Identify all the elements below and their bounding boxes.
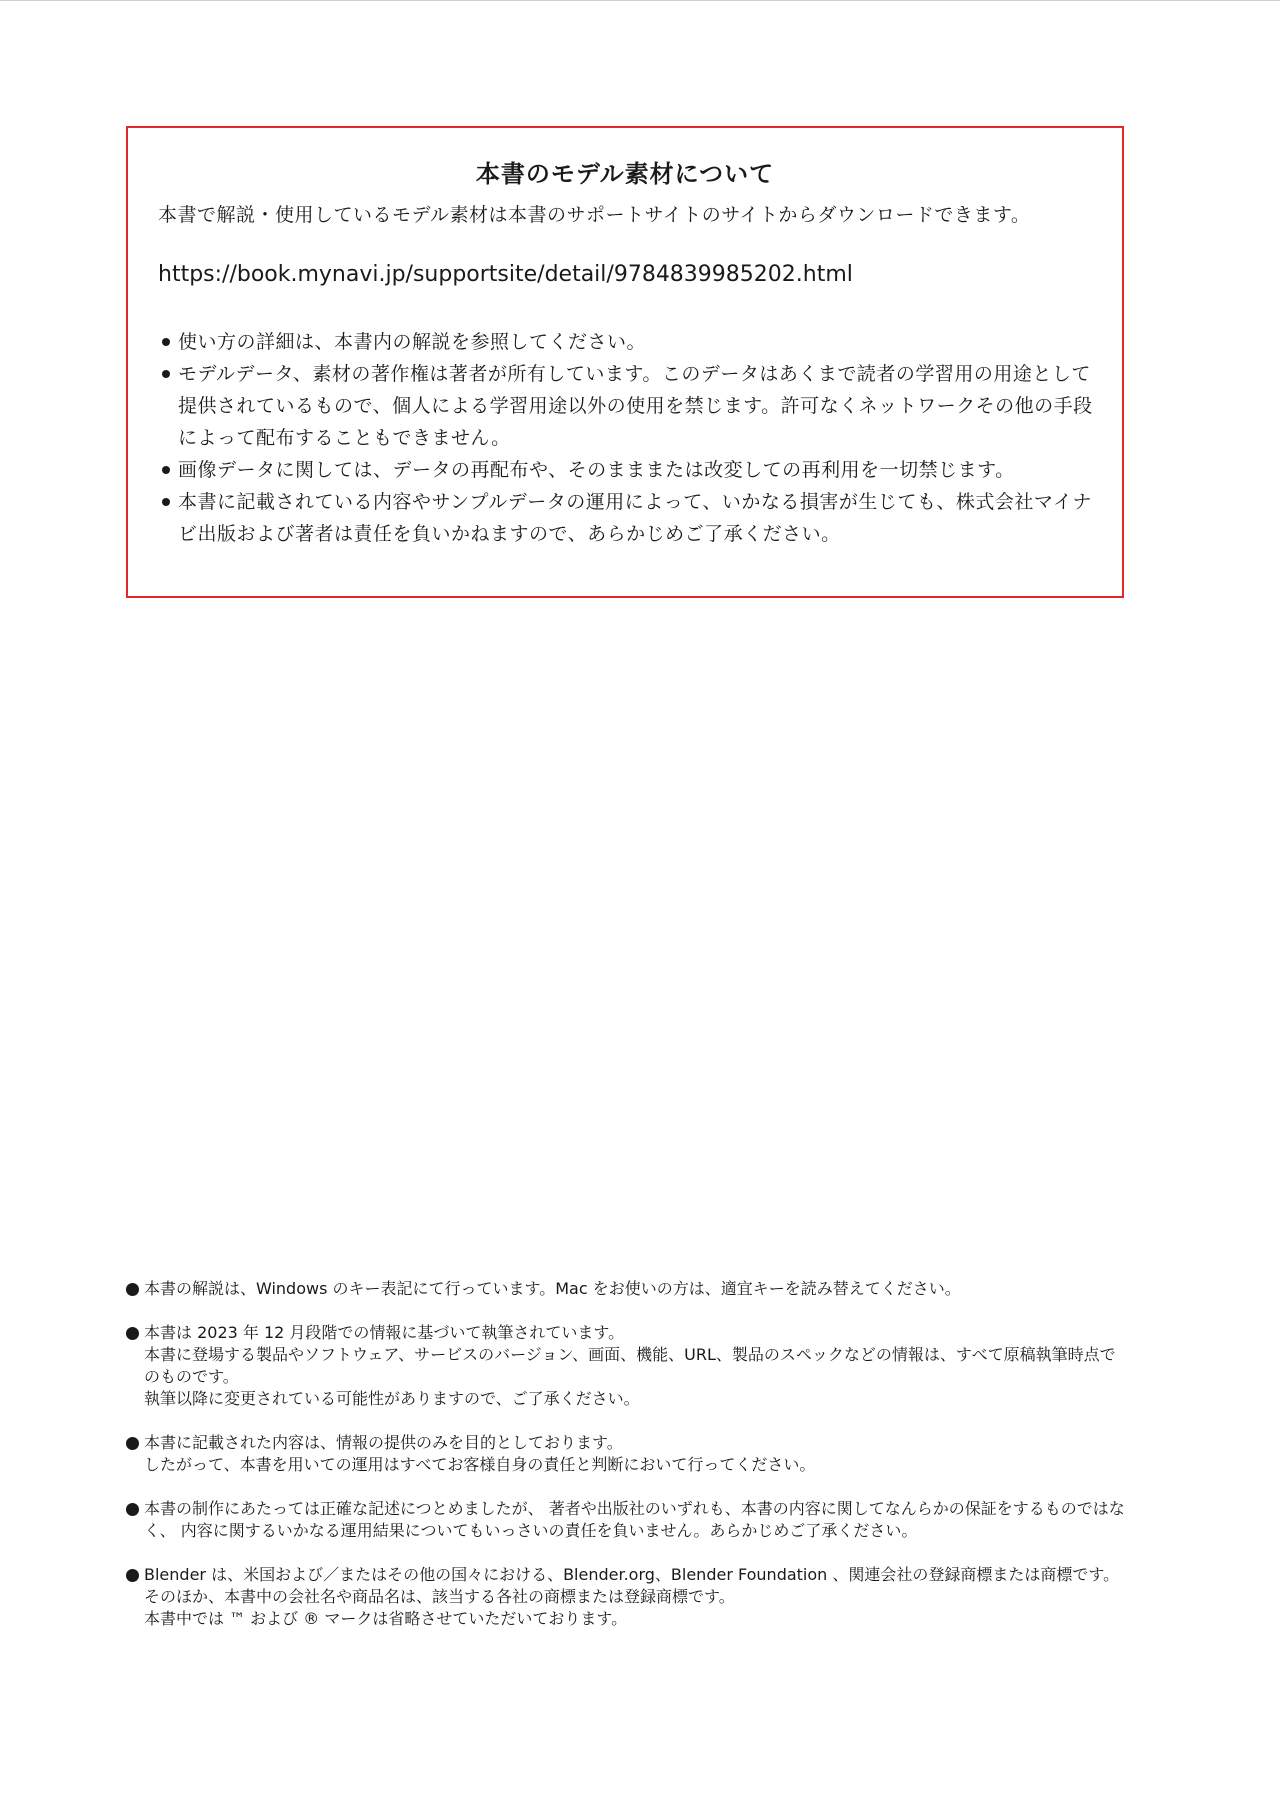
bullet-icon (162, 370, 170, 378)
footnote-line: Blender は、米国および／またはその他の国々における、Blender.org、Blender Foundation 、関連会社の登録商標または商標です。 (144, 1565, 1120, 1584)
footnote-information-date (126, 1322, 1126, 1410)
notice-title: 本書のモデル素材について (475, 160, 775, 188)
disclaimer-footnotes (126, 1278, 1126, 1652)
footnote-purpose (126, 1432, 1126, 1476)
bullet-icon (126, 1327, 139, 1340)
bullet-icon (162, 338, 170, 346)
footnote-line: 本書に記載された内容は、情報の提供のみを目的としております。 (144, 1433, 623, 1452)
notice-list (158, 326, 1100, 550)
notice-item-text: 使い方の詳細は、本書内の解説を参照してください。 (178, 331, 647, 353)
notice-item (158, 358, 1100, 454)
notice-item-text: 画像データに関しては、データの再配布や、そのまままたは改変しての再利用を一切禁じます。 (178, 459, 1015, 481)
footnote-line: そのほか、本書中の会社名や商品名は、該当する各社の商標または登録商標です。 (144, 1587, 735, 1606)
footnote-line: 執筆以降に変更されている可能性がありますので、ご了承ください。 (144, 1389, 640, 1408)
notice-item-text: モデルデータ、素材の著作権は著者が所有しています。このデータはあくまで読者の学習用の用途として提供されているもので、個人による学習用途以外の使用を禁じます。許可なくネットワークその他の手段によって配布することもできません。 (178, 363, 1093, 449)
footnote-line: 本書は 2023 年 12 月段階での情報に基づいて執筆されています。 (144, 1323, 625, 1342)
footnote-no-warranty (126, 1498, 1126, 1542)
bullet-icon (162, 466, 170, 474)
footnote-line: 本書の制作にあたっては正確な記述につとめましたが、 著者や出版社のいずれも、本書の内容に関してなんらかの保証をするものではなく、 内容に関するいかなる運用結果についてもいっさいの責任を負いません。あらかじめご了承ください。 (144, 1499, 1125, 1540)
bullet-icon (126, 1569, 139, 1582)
model-materials-notice-box (126, 126, 1124, 598)
footnote-line: したがって、本書を用いての運用はすべてお客様自身の責任と判断において行ってください。 (144, 1455, 816, 1474)
footnote-trademarks (126, 1564, 1126, 1630)
bullet-icon (126, 1437, 139, 1450)
bullet-icon (126, 1283, 139, 1296)
footnote-line: 本書の解説は、Windows のキー表記にて行っています。Mac をお使いの方は、適宜キーを読み替えてください。 (144, 1279, 961, 1298)
bullet-icon (126, 1503, 139, 1516)
notice-item (158, 326, 1100, 358)
notice-item-text: 本書に記載されている内容やサンプルデータの運用によって、いかなる損害が生じても、株式会社マイナビ出版および著者は責任を負いかねますので、あらかじめご了承ください。 (178, 491, 1093, 545)
notice-item (158, 454, 1100, 486)
footnote-line: 本書に登場する製品やソフトウェア、サービスのバージョン、画面、機能、URL、製品のスペックなどの情報は、すべて原稿執筆時点でのものです。 (144, 1345, 1116, 1386)
notice-item (158, 486, 1100, 550)
page-top-rule (0, 0, 1280, 1)
footnote-line: 本書中では ™ および ® マークは省略させていただいております。 (144, 1609, 628, 1628)
support-site-url[interactable]: https://book.mynavi.jp/supportsite/detail/9784839985202.html (158, 262, 853, 287)
footnote-key-notation (126, 1278, 1126, 1300)
notice-intro: 本書で解説・使用しているモデル素材は本書のサポートサイトのサイトからダウンロードできます。 (158, 204, 1031, 226)
bullet-icon (162, 498, 170, 506)
